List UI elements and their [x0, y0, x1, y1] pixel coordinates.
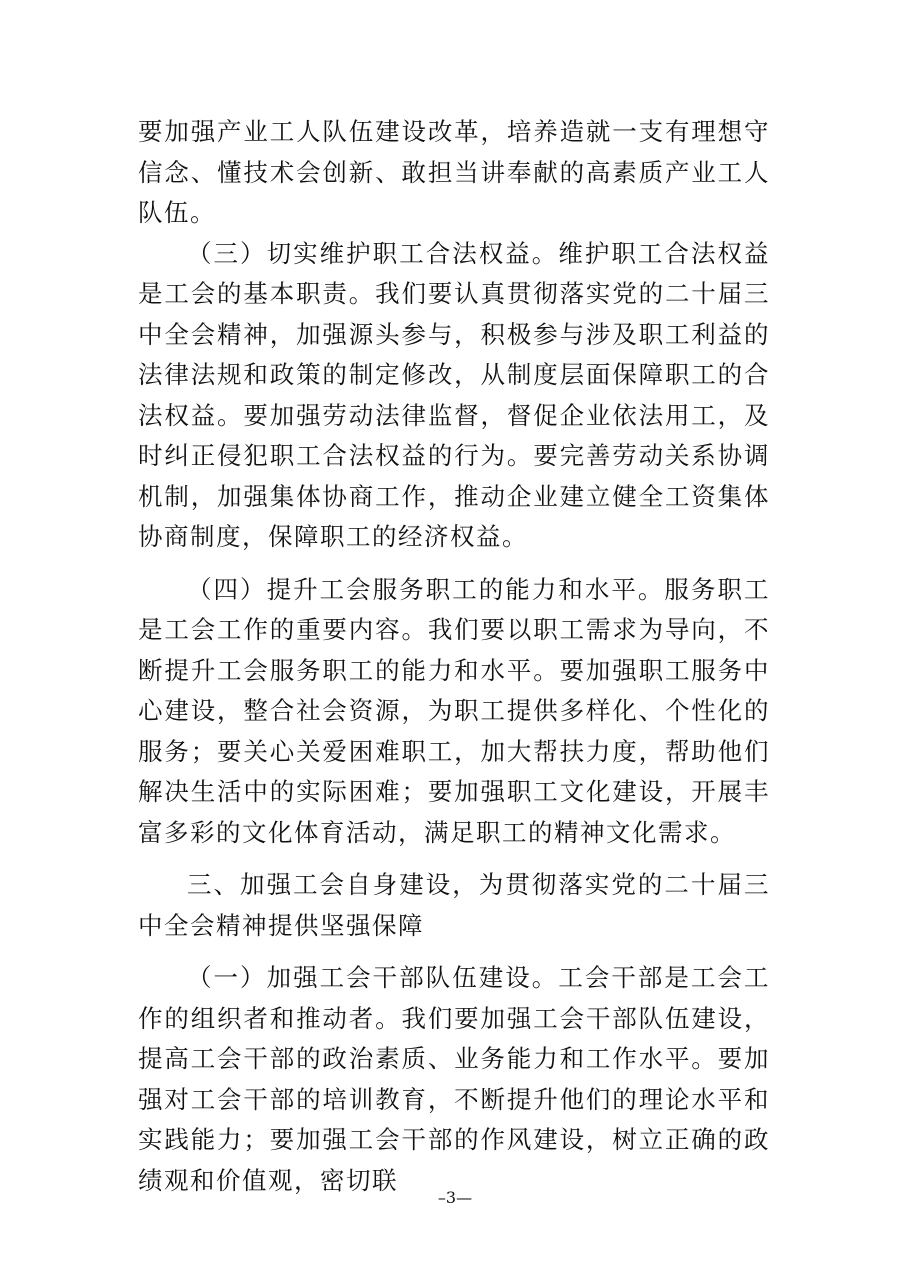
page-number: –3—	[437, 1188, 473, 1207]
paragraph-continuation: 要加强产业工人队伍建设改革，培养造就一支有理想守信念、懂技术会创新、敢担当讲奉献的高素质产业工人队伍。	[138, 117, 770, 227]
paragraph-section-3: （三）切实维护职工合法权益。维护职工合法权益是工会的基本职责。我们要认真贯彻落实党的二十届三中全会精神，加强源头参与，积极参与涉及职工利益的法律法规和政策的制定修改，从制度层面保障职工的合法权益。要加强劳动法律监督，督促企业依法用工，及时纠正侵犯职工合法权益的行为。要完善劳动关系协调机制，加强集体协商工作，推动企业建立健全工资集体协商制度，保障职工的经济权益。	[138, 238, 770, 551]
paragraph-section-4: （四）提升工会服务职工的能力和水平。服务职工是工会工作的重要内容。我们要以职工需求为导向，不断提升工会服务职工的能力和水平。要加强职工服务中心建设，整合社会资源，为职工提供多样化、个性化的服务；要关心关爱困难职工，加大帮扶力度，帮助他们解决生活中的实际困难；要加强职工文化建设，开展丰富多彩的文化体育活动，满足职工的精神文化需求。	[138, 574, 770, 847]
document-body	[138, 112, 770, 1201]
section-heading-3: 三、加强工会自身建设，为贯彻落实党的二十届三中全会精神提供坚强保障	[138, 870, 770, 940]
paragraph-subsection-1: （一）加强工会干部队伍建设。工会干部是工会工作的组织者和推动者。我们要加强工会干部队伍建设，提高工会干部的政治素质、业务能力和工作水平。要加强对工会干部的培训教育，不断提升他们的理论水平和实践能力；要加强工会干部的作风建设，树立正确的政绩观和价值观，密切联	[138, 963, 770, 1195]
